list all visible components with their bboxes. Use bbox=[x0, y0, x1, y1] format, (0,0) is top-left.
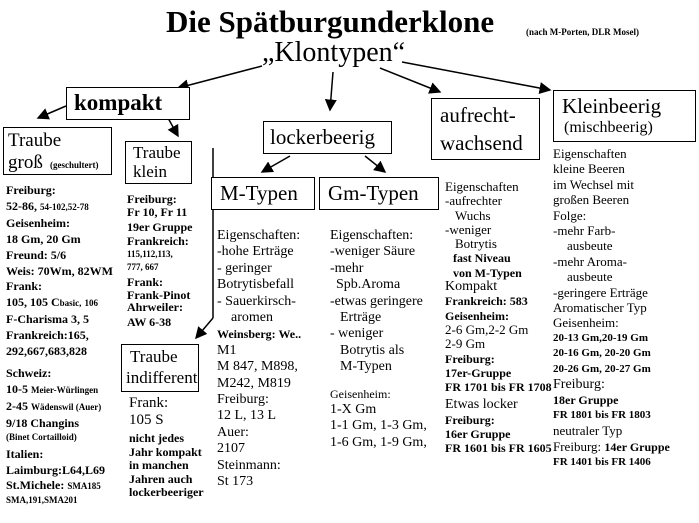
col1-line: Laimburg:L64,L69 bbox=[6, 462, 106, 477]
col5-line: 17er-Gruppe bbox=[445, 365, 512, 380]
kompakt-label: kompakt bbox=[74, 90, 163, 115]
col2-line: 19er Gruppe bbox=[127, 219, 193, 234]
col3-line: Botrytisbefall bbox=[217, 277, 294, 293]
traube-gross-line2: groß bbox=[8, 152, 43, 173]
col6-line: -mehr Aroma- bbox=[553, 253, 628, 269]
col3-line: aromen bbox=[231, 310, 273, 326]
col1-line: F-Charisma 3, 5 bbox=[6, 312, 89, 327]
col6-line: Geisenheim: bbox=[553, 315, 619, 331]
col3-line: Auer: bbox=[217, 424, 249, 440]
col5-line: Etwas locker bbox=[445, 397, 518, 413]
col1-line: 52-86, bbox=[6, 198, 37, 213]
col4-line: Spb.Aroma bbox=[336, 277, 401, 293]
col5-list bbox=[445, 180, 552, 456]
col1-line: Italien: bbox=[6, 446, 44, 461]
box-traube-gross bbox=[3, 127, 112, 175]
col3-list bbox=[217, 228, 301, 491]
col6-line: ausbeute bbox=[567, 269, 613, 285]
col3-line: Freiburg: bbox=[217, 392, 269, 408]
col5-line: Kompakt bbox=[445, 279, 498, 295]
kleinbeerig-line1: Kleinbeerig bbox=[562, 94, 662, 118]
m-typen-label: M-Typen bbox=[220, 181, 298, 205]
col5-line: fast Niveau bbox=[453, 251, 511, 266]
col1-line: 18 Gm, 20 Gm bbox=[6, 231, 81, 246]
col2-line: Ahrweiler: bbox=[127, 300, 183, 315]
col2-line: Fr 10, Fr 11 bbox=[127, 204, 188, 219]
col5-line: Wuchs bbox=[455, 207, 491, 223]
col5-line: Freiburg: bbox=[445, 351, 495, 366]
box-traube-klein bbox=[125, 141, 192, 184]
col4-line: 1-6 Gm, 1-9 Gm, bbox=[330, 434, 427, 450]
lockerbeerig-label: lockerbeerig bbox=[270, 125, 375, 149]
col6-line: kleine Beeren bbox=[553, 161, 625, 177]
col1-line: Freund: 5/6 bbox=[6, 247, 67, 262]
col2b-list bbox=[129, 396, 204, 500]
arrow-to-gm-typen bbox=[365, 156, 385, 172]
col5-line: 2-9 Gm bbox=[445, 336, 486, 352]
col3-line: Weinsberg: We.. bbox=[217, 327, 302, 342]
col1-line: Schweiz: bbox=[6, 365, 52, 380]
col2b-line: nicht jedes bbox=[129, 431, 184, 445]
col5-line: -aufrechter bbox=[445, 193, 503, 209]
col6-line: neutraler Typ bbox=[553, 423, 623, 439]
kleinbeerig-line2: (mischbeerig) bbox=[564, 119, 653, 136]
col6-line: im Wechsel mit bbox=[553, 176, 635, 192]
col6-line: Freiburg: bbox=[553, 438, 602, 454]
col5-line: -weniger bbox=[445, 221, 492, 237]
col2-line: Frank: bbox=[127, 274, 163, 289]
box-kleinbeerig bbox=[553, 90, 696, 142]
col3-line: - Sauerkirsch- bbox=[217, 293, 296, 309]
col1-small: Wädenswil (Auer) bbox=[31, 401, 102, 412]
col2-line: 777, 667 bbox=[127, 261, 159, 272]
col1-line: 105, 105 C bbox=[6, 295, 60, 310]
box-m-typen bbox=[211, 177, 315, 210]
col2b-line: in manchen bbox=[129, 458, 189, 472]
gm-typen-label: Gm-Typen bbox=[328, 181, 419, 205]
aufrecht-line2: wachsend bbox=[440, 131, 523, 155]
col2-line: Freiburg: bbox=[127, 192, 177, 206]
col4-line: Erträge bbox=[340, 310, 382, 326]
col3-line: - geringer bbox=[217, 260, 272, 276]
col3-line: -hohe Erträge bbox=[217, 244, 294, 260]
col3-line: Steinmann: bbox=[217, 457, 281, 473]
col1-line: 9/18 Changins bbox=[6, 415, 80, 430]
col1-small: 106 bbox=[84, 298, 98, 309]
col6-line: FR 1801 bis FR 1803 bbox=[553, 408, 651, 421]
col5-line: 16er Gruppe bbox=[445, 427, 511, 442]
box-lockerbeerig bbox=[263, 121, 392, 154]
col6-line: Folge: bbox=[553, 207, 587, 223]
col1-line: Frank: bbox=[6, 279, 42, 294]
page-title: Die Spätburgunderklone bbox=[166, 4, 495, 39]
col2b-line: Frank: bbox=[129, 395, 169, 411]
col6-line: Aromatischer Typ bbox=[553, 300, 647, 316]
col2b-line: Jahr kompakt bbox=[129, 444, 202, 459]
col2b-line: lockerbeeriger bbox=[129, 485, 204, 499]
col5-line: Geisenheim: bbox=[445, 308, 509, 323]
traube-klein-line1: Traube bbox=[133, 143, 181, 162]
col5-line: Eigenschaften bbox=[445, 179, 519, 194]
col6-list bbox=[553, 146, 670, 471]
col6-line: -geringere Erträge bbox=[553, 284, 648, 300]
col1-line: 2-45 bbox=[6, 398, 28, 413]
col3-line: 12 L, 13 L bbox=[217, 408, 277, 424]
col6-line: 20-13 Gm,20-19 Gm bbox=[553, 331, 649, 344]
arrow-to-lockerbeerig bbox=[330, 72, 333, 110]
col4-line: M-Typen bbox=[340, 359, 392, 375]
col5-line: FR 1701 bis FR 1708 bbox=[445, 380, 552, 395]
col3-line: Eigenschaften: bbox=[217, 228, 301, 243]
box-gm-typen bbox=[319, 177, 439, 210]
col1-small: SMA185 bbox=[67, 481, 101, 492]
aufrecht-line1: aufrecht- bbox=[440, 103, 516, 127]
col5-line: FR 1601 bis FR 1605 bbox=[445, 441, 552, 456]
col4-line: -etwas geringere bbox=[330, 293, 423, 309]
col6-small: 14er Gruppe bbox=[604, 439, 670, 454]
col4-line: 1-1 Gm, 1-3 Gm, bbox=[330, 418, 427, 434]
arrow-to-traube-klein bbox=[168, 118, 178, 136]
col1-line: St.Michele: bbox=[6, 478, 65, 493]
traube-gross-note: (geschultert) bbox=[50, 160, 99, 170]
box-kompakt bbox=[66, 87, 190, 120]
col1-line: Geisenheim: bbox=[6, 215, 70, 230]
col5-line: Frankreich: 583 bbox=[445, 294, 528, 309]
col6-line: -mehr Farb- bbox=[553, 223, 616, 239]
col4-line: -weniger Säure bbox=[330, 244, 416, 260]
col3-line: M 847, M898, bbox=[217, 359, 298, 375]
col2-line: Frank-Pinot bbox=[127, 287, 191, 302]
col3-line: M1 bbox=[217, 342, 237, 358]
col1-line: (Binet Cortailloid) bbox=[6, 431, 77, 442]
col5-line: Freiburg: bbox=[445, 412, 495, 427]
arrow-to-m-typen bbox=[262, 156, 290, 172]
box-traube-indifferent bbox=[121, 344, 199, 392]
col4-line: Eigenschaften: bbox=[330, 228, 414, 243]
col2b-line: 105 S bbox=[129, 412, 164, 428]
col3-line: St 173 bbox=[217, 474, 254, 490]
traube-indiff-line1: Traube bbox=[130, 347, 178, 366]
col6-line: 18er Gruppe bbox=[553, 392, 619, 407]
col1-line: 292,667,683,828 bbox=[6, 344, 87, 359]
col4-line: -mehr bbox=[330, 260, 364, 276]
title-source-note: (nach M-Porten, DLR Mosel) bbox=[526, 27, 639, 37]
col6-line: 20-26 Gm, 20-27 Gm bbox=[553, 362, 651, 375]
col6-line: 20-16 Gm, 20-20 Gm bbox=[553, 347, 651, 360]
col4-line: Botrytis als bbox=[340, 342, 405, 358]
arrow-to-kompakt bbox=[178, 66, 262, 88]
col2-list bbox=[127, 193, 192, 329]
col1-small: 54-102,52-78 bbox=[40, 201, 89, 212]
col4-line: Geisenheim: bbox=[330, 386, 391, 401]
arrow-to-traube-gross bbox=[38, 106, 66, 118]
col2b-line: Jahren auch bbox=[129, 471, 193, 486]
col5-line: von M-Typen bbox=[453, 265, 522, 280]
col6-line: FR 1401 bis FR 1406 bbox=[553, 456, 651, 469]
col4-line: 1-X Gm bbox=[330, 402, 377, 418]
col1-line: Frankreich:165, bbox=[6, 328, 89, 343]
col1-line: SMA,191,SMA201 bbox=[6, 495, 78, 506]
col5-line: 2-6 Gm,2-2 Gm bbox=[445, 321, 529, 337]
col1-list bbox=[6, 183, 113, 506]
box-aufrecht bbox=[431, 98, 540, 160]
col6-line: ausbeute bbox=[567, 238, 613, 254]
col5-line: Botrytis bbox=[455, 236, 497, 252]
traube-indiff-line2: indifferent bbox=[126, 368, 198, 387]
col1-line: 10-5 bbox=[6, 381, 28, 396]
col1-line: Freiburg: bbox=[6, 183, 56, 197]
col4-line: - weniger bbox=[330, 326, 384, 342]
col1-line: Weis: 70Wm, 82WM bbox=[6, 263, 113, 278]
col6-line: Eigenschaften bbox=[553, 146, 627, 161]
subtitle-klontypen: „Klontypen“ bbox=[262, 37, 406, 68]
col6-line: Freiburg: bbox=[553, 377, 605, 393]
traube-gross-line1: Traube bbox=[8, 130, 62, 151]
col1-small: basic, bbox=[59, 298, 82, 309]
col3-line: 2107 bbox=[217, 441, 245, 457]
col2-line: AW 6-38 bbox=[127, 315, 172, 330]
arrow-to-aufrecht bbox=[380, 68, 440, 92]
col1-small: Meier-Würlingen bbox=[31, 384, 99, 395]
col2-line: 115,112,113, bbox=[127, 249, 173, 260]
col4-list bbox=[330, 228, 427, 451]
traube-klein-line2: klein bbox=[133, 162, 167, 181]
col6-line: großen Beeren bbox=[553, 192, 630, 208]
col3-line: M242, M819 bbox=[217, 375, 291, 391]
col2-line: Frankreich: bbox=[127, 234, 189, 249]
